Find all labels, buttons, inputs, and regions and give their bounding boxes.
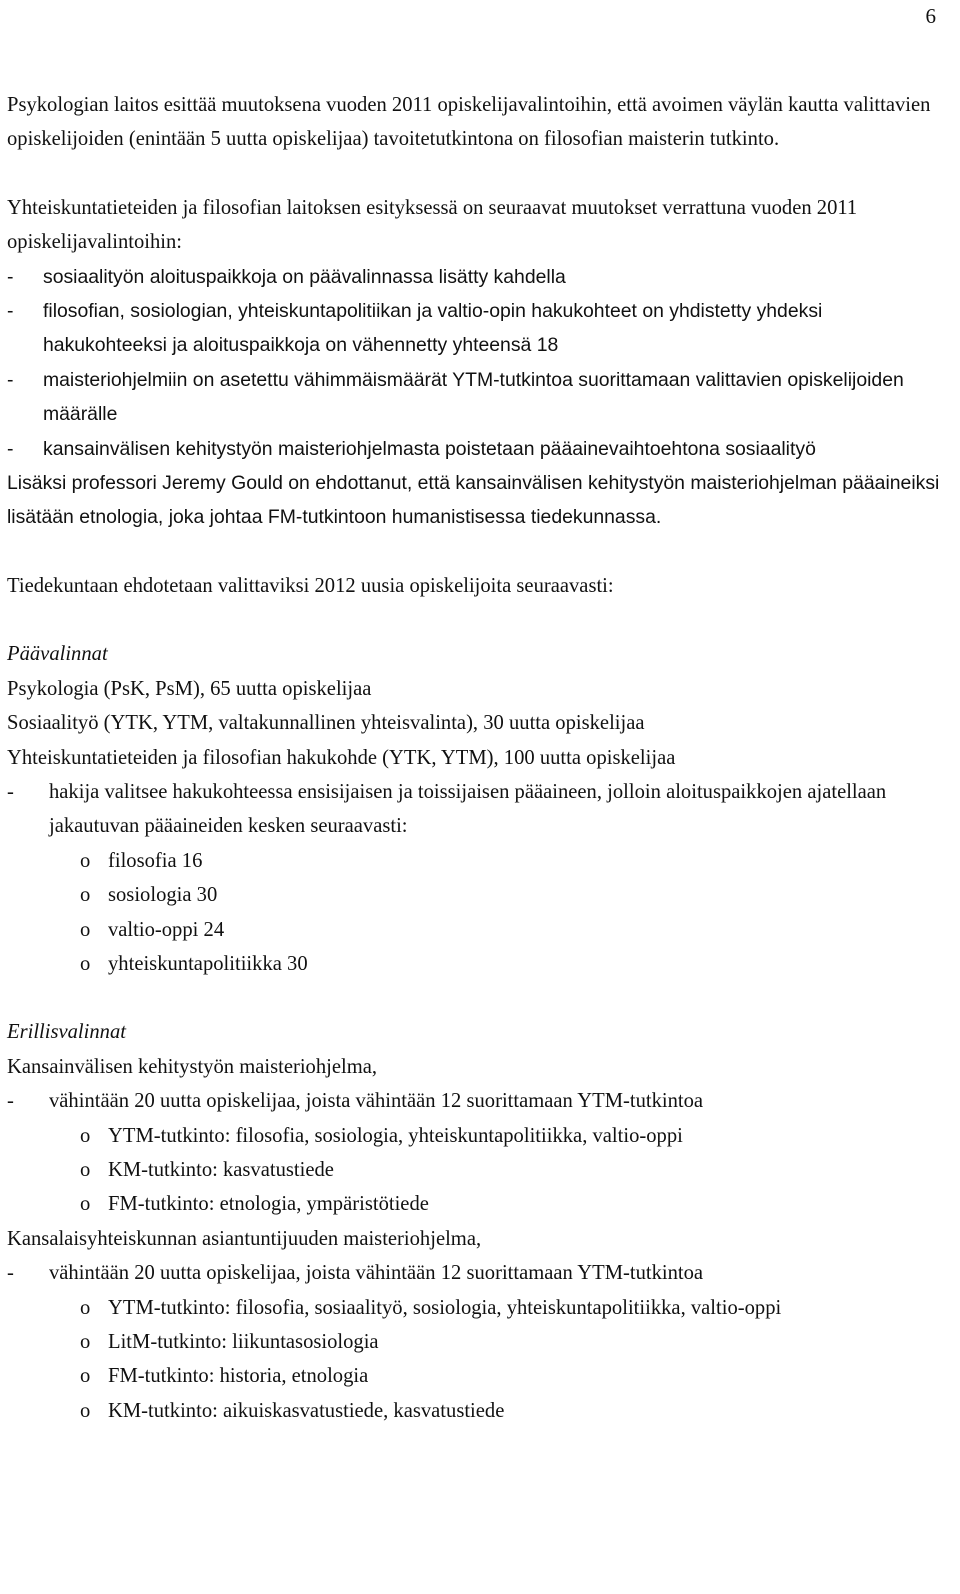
subject-item: o yhteiskuntapolitiikka 30 (7, 947, 942, 981)
main-selection-heading: Päävalinnat (7, 643, 108, 666)
degree-item: o FM-tutkinto: historia, etnologia (7, 1359, 942, 1393)
programme-name: Kansainvälisen kehitystyön maisteriohjelma, (7, 1055, 378, 1078)
subject-item: o valtio-oppi 24 (7, 913, 942, 947)
change-item: - filosofian, sosiologian, yhteiskuntapolitiikan ja valtio-opin hakukohteet on yhdistetty yhdeksi hakukohteeksi ja aloituspaikkoja on vähennetty yhteensä 18 (7, 294, 942, 363)
section2-change-list (7, 260, 942, 535)
degree-item: o YTM-tutkinto: filosofia, sosiologia, yhteiskuntapolitiikka, valtio-oppi (7, 1119, 942, 1153)
degree-item: o YTM-tutkinto: filosofia, sosiaalityö, sosiologia, yhteiskuntapolitiikka, valtio-oppi (7, 1291, 942, 1325)
subject-item: o filosofia 16 (7, 844, 942, 878)
change-item: - sosiaalityön aloituspaikkoja on päävalinnassa lisätty kahdella (7, 260, 942, 294)
paragraph-gap (7, 535, 942, 569)
degree-item: o FM-tutkinto: etnologia, ympäristötiede (7, 1187, 942, 1221)
main-selection-line: Yhteiskuntatieteiden ja filosofian hakukohde (YTK, YTM), 100 uutta opiskelijaa (7, 746, 676, 769)
change-item: - kansainvälisen kehitystyön maisteriohjelmasta poistetaan pääainevaihtoehtona sosiaalityö (7, 432, 942, 466)
main-selection-dash-item: - hakija valitsee hakukohteessa ensisijaisen ja toissijaisen pääaineen, jolloin aloituspaikkojen ajatellaan jakautuvan pääaineiden kesken seuraavasti: (7, 775, 942, 844)
main-selection-line: Psykologia (PsK, PsM), 65 uutta opiskelijaa (7, 677, 372, 700)
paragraph-gap (7, 603, 942, 637)
paragraph-gap (7, 157, 942, 191)
separate-selection-heading: Erillisvalinnat (7, 1021, 126, 1044)
section2-lead: Yhteiskuntatieteiden ja filosofian laitoksen esityksessä on seuraavat muutokset verrattuna vuoden 2011 opiskelijavalintoihin: (7, 196, 858, 254)
degree-item: o KM-tutkinto: aikuiskasvatustiede, kasvatustiede (7, 1394, 942, 1428)
document-body (7, 88, 942, 1428)
programme-dash-item: - vähintään 20 uutta opiskelijaa, joista vähintään 12 suorittamaan YTM-tutkintoa (7, 1256, 942, 1290)
programme-name: Kansalaisyhteiskunnan asiantuntijuuden maisteriohjelma, (7, 1227, 482, 1250)
programme-dash-item: - vähintään 20 uutta opiskelijaa, joista vähintään 12 suorittamaan YTM-tutkintoa (7, 1084, 942, 1118)
intro-paragraph: Psykologian laitos esittää muutoksena vuoden 2011 opiskelijavalintoihin, että avoimen väylän kautta valittavien opiskelijoiden (enintään 5 uutta opiskelijaa) tavoitetutkintona on filosofian maisterin tutkinto. (7, 94, 931, 151)
page-number: 6 (925, 4, 936, 28)
section2-closing: Lisäksi professori Jeremy Gould on ehdottanut, että kansainvälisen kehitystyön maisteriohjelman pääaineiksi lisätään etnologia, joka johtaa FM-tutkintoon humanistisessa tiedekunnassa. (7, 472, 940, 529)
paragraph-gap (7, 981, 942, 1015)
subject-item: o sosiologia 30 (7, 878, 942, 912)
proposal-paragraph: Tiedekuntaan ehdotetaan valittaviksi 2012 uusia opiskelijoita seuraavasti: (7, 574, 614, 597)
degree-item: o LitM-tutkinto: liikuntasosiologia (7, 1325, 942, 1359)
main-selection-line: Sosiaalityö (YTK, YTM, valtakunnallinen yhteisvalinta), 30 uutta opiskelijaa (7, 712, 645, 735)
change-item: - maisteriohjelmiin on asetettu vähimmäismäärät YTM-tutkintoa suorittamaan valittavien opiskelijoiden määrälle (7, 363, 942, 432)
degree-item: o KM-tutkinto: kasvatustiede (7, 1153, 942, 1187)
